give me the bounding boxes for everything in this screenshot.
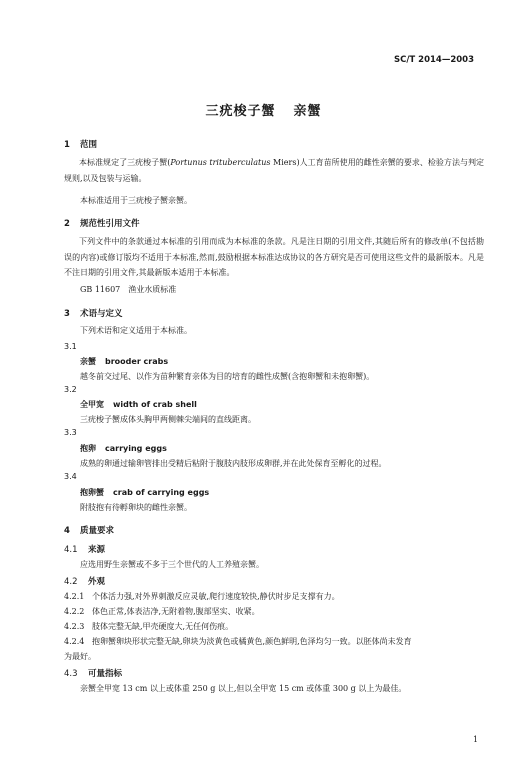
title-part1: 三疣梭子蟹 xyxy=(205,104,276,119)
term-3-2: 全甲宽 width of crab shell xyxy=(80,400,197,409)
item-4-2-1: 4.2.1 个体活力强,对外界刺激反应灵敏,爬行速度较快,静伏时步足支撑有力。 xyxy=(64,592,340,601)
section-4-1-text: 应选用野生亲蟹或不多于三个世代的人工养殖亲蟹。 xyxy=(80,560,264,569)
species-latin-name: Portunus trituberculatus xyxy=(170,158,271,167)
section-4-3-text: 亲蟹全甲宽 13 cm 以上或体重 250 g 以上,但以全甲宽 15 cm 或体重 300 g 以上为最佳。 xyxy=(80,684,407,693)
term-3-3-definition: 成熟的卵通过输卵管排出受精后粘附于腹肢内肢形成卵群,并在此处保育至孵化的过程。 xyxy=(80,459,387,468)
term-3-1-number: 3.1 xyxy=(64,342,77,351)
section-2-paragraph: 下列文件中的条款通过本标准的引用而成为本标准的条款。凡是注日期的引用文件,其随后所有的修改单(不包括勘误的内容)或修订版均不适用于本标准,然而,鼓励根据本标准达成协议的各方研究是否可使用这些文件的最新版本。凡是不注日期的引用文件,其最新版本适用于本标准。 xyxy=(64,237,484,277)
section-2-heading: 2 规范性引用文件 xyxy=(64,219,140,229)
term-3-2-definition: 三疣梭子蟹成体头胸甲两侧棘尖端间的直线距离。 xyxy=(80,415,256,424)
term-3-4-number: 3.4 xyxy=(64,472,77,481)
section-4-3-heading: 4.3 可量指标 xyxy=(64,669,123,679)
item-4-2-3: 4.2.3 肢体完整无缺,甲壳硬度大,无任何伤痕。 xyxy=(64,622,234,631)
term-3-1-definition: 越冬前交过尾、以作为苗种繁育亲体为目的培育的雌性成蟹(含抱卵蟹和未抱卵蟹)。 xyxy=(80,372,375,381)
section-3-heading: 3 术语与定义 xyxy=(64,309,123,319)
item-4-2-2: 4.2.2 体色正常,体表洁净,无附着物,腹部坚实、收紧。 xyxy=(64,607,260,616)
standard-code: SC/T 2014—2003 xyxy=(393,55,474,65)
section-1-paragraph-2: 本标准适用于三疣梭子蟹亲蟹。 xyxy=(80,196,192,205)
term-3-3: 抱卵 carrying eggs xyxy=(80,444,167,453)
normative-reference: GB 11607 渔业水质标准 xyxy=(80,285,177,294)
term-3-2-number: 3.2 xyxy=(64,385,77,394)
section-3-intro: 下列术语和定义适用于本标准。 xyxy=(80,326,192,335)
page-title xyxy=(0,100,527,119)
section-1-heading: 1 范围 xyxy=(64,140,98,150)
section-4-heading: 4 质量要求 xyxy=(64,526,115,536)
term-3-4-definition: 附肢抱有待孵卵块的雌性亲蟹。 xyxy=(80,503,192,512)
item-4-2-4: 4.2.4 抱卵蟹卵块形状完整无缺,卵块为淡黄色或橘黄色,颜色鲜明,色泽均匀一致。以胚体尚未发育 xyxy=(64,637,412,646)
page-number: 1 xyxy=(473,735,479,744)
term-3-3-number: 3.3 xyxy=(64,428,77,437)
term-3-1: 亲蟹 brooder crabs xyxy=(80,357,169,366)
section-4-1-heading: 4.1 来源 xyxy=(64,545,106,555)
title-part2: 亲蟹 xyxy=(293,104,322,119)
section-1-paragraph-1: 本标准规定了三疣梭子蟹(Portunus trituberculatus Miers)人工育苗所使用的雌性亲蟹的要求、检验方法与判定规则,以及包装与运输。 xyxy=(64,158,485,183)
term-3-4: 抱卵蟹 crab of carrying eggs xyxy=(80,488,210,497)
section-4-2-heading: 4.2 外观 xyxy=(64,577,106,587)
item-4-2-4-continued: 为最好。 xyxy=(64,652,96,661)
